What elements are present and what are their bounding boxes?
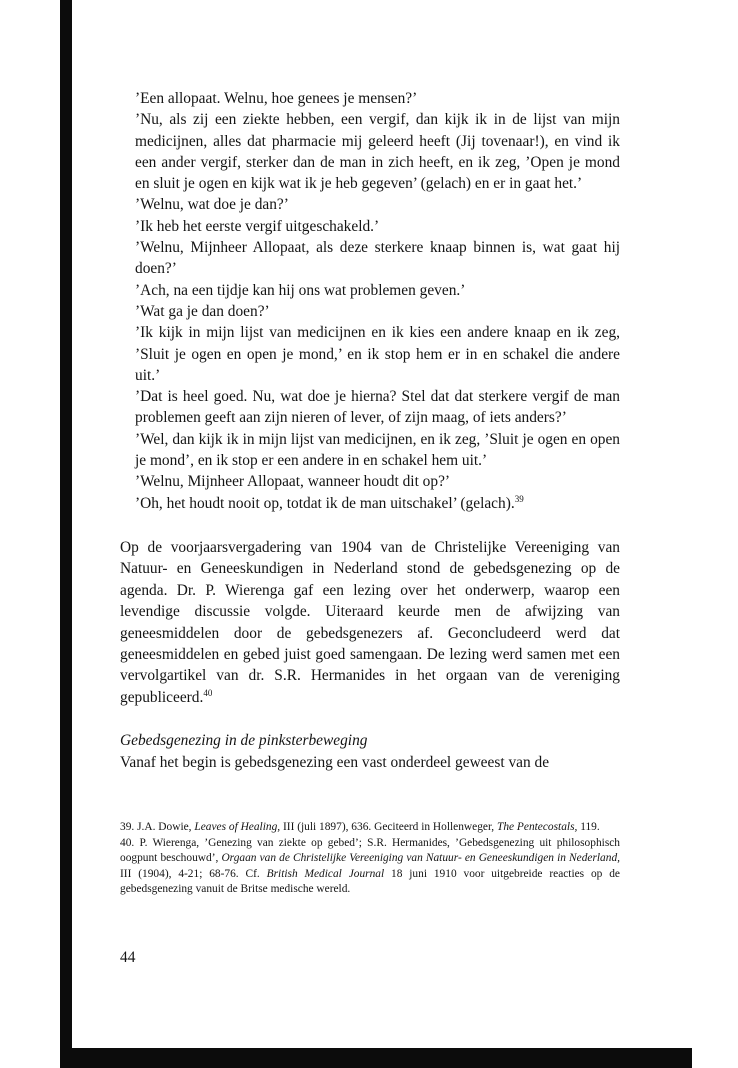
dialogue-line: ’Ik kijk in mijn lijst van medicijnen en ik kies een andere knaap en ik zeg, ’Sluit je ogen en open je mond,’ en ik stop hem er in en schakel die andere uit.’ xyxy=(135,324,620,384)
footnote-title: Orgaan van de Christelijke Vereeniging van Natuur- en Geneeskundigen in Nederland, xyxy=(221,852,620,865)
dialogue-line: ’Welnu, Mijnheer Allopaat, wanneer houdt dit op?’ xyxy=(135,473,451,491)
footnote-detail: III (1904), 4-21; 68-76. Cf. xyxy=(120,867,260,880)
dialogue-line-last xyxy=(135,493,620,514)
footnote-40 xyxy=(120,836,620,898)
body-paragraph xyxy=(120,537,620,708)
footnotes xyxy=(120,820,620,898)
page-number: 44 xyxy=(120,949,136,966)
dialogue-block xyxy=(135,88,620,514)
dialogue-line: ’Ik heb het eerste vergif uitgeschakeld.’ xyxy=(135,217,380,235)
section-pinksterbeweging xyxy=(120,730,620,773)
body-paragraph-text xyxy=(120,537,620,708)
dialogue-line: ’Wel, dan kijk ik in mijn lijst van medicijnen, en ik zeg, ’Sluit je ogen en open je mond’, en ik stop er een andere in en schakel hem uit.’ xyxy=(135,430,620,470)
footnote-detail: P. Wierenga, ’Genezing van ziekte op gebed’; S.R. Hermanides, ’Gebedsgenezing uit philosophisch oogpunt beschouwd’, xyxy=(120,836,620,865)
footnote-detail: 119. xyxy=(580,821,600,833)
footnote-title: The Pentecostals, xyxy=(497,821,578,833)
dialogue-line: ’Welnu, wat doe je dan?’ xyxy=(135,196,289,214)
scan-border-left xyxy=(60,0,72,1068)
footnote-detail: III (juli 1897), 636. Geciteerd in Hollenweger, xyxy=(282,821,495,833)
footnote-number: 40. xyxy=(120,836,135,849)
section-text: Vanaf het begin is gebedsgenezing een vast onderdeel geweest van de xyxy=(120,753,550,771)
dialogue-line: ’Ach, na een tijdje kan hij ons wat problemen geven.’ xyxy=(135,281,466,299)
footnote-40-text xyxy=(120,836,620,898)
dialogue-line-text: ’Oh, het houdt nooit op, totdat ik de man uitschakel’ (gelach). xyxy=(135,494,515,512)
footnote-39-text xyxy=(120,820,620,836)
section-heading: Gebedsgenezing in de pinksterbeweging xyxy=(120,732,368,750)
scan-border-bottom xyxy=(60,1048,692,1068)
footnote-number: 39. xyxy=(120,821,135,833)
dialogue-line: ’Nu, als zij een ziekte hebben, een vergif, dan kijk ik in de lijst van mijn medicijnen, alles dat pharmacie mij geleerd heeft (Jij tovenaar!), en vind ik een ander vergif, sterker dan de man in zich heeft, en ik zeg, ’Open je mond en sluit je ogen en kijk wat ik je heb gegeven’ (gelach) en er in gaat het.’ xyxy=(135,111,620,193)
dialogue-line: ’Wat ga je dan doen?’ xyxy=(135,302,270,320)
footnote-author: J.A. Dowie, xyxy=(137,821,192,833)
footnote-title: Leaves of Healing, xyxy=(194,821,281,833)
dialogue-line: ’Een allopaat. Welnu, hoe genees je mensen?’ xyxy=(135,90,418,107)
footnote-detail: 18 juni 1910 voor uitgebreide reacties op de gebedsgenezing vanuit de Britse medische wereld. xyxy=(120,867,620,896)
page-content xyxy=(120,88,620,898)
footnote-ref-40: 40 xyxy=(203,687,213,698)
dialogue-line: ’Dat is heel goed. Nu, wat doe je hierna? Stel dat dat sterkere vergif de man problemen geeft aan zijn nieren of lever, of zijn maag, of iets anders?’ xyxy=(135,388,620,427)
footnote-39 xyxy=(120,820,620,836)
body-paragraph-content: Op de voorjaarsvergadering van 1904 van de Christelijke Vereeniging van Natuur- en Geneeskundigen in Nederland stond de gebedsgenezing op de agenda. Dr. P. Wierenga gaf een lezing over het onderwerp, waarop een levendige discussie volgde. Uiteraard keurde men de afwijzing van geneesmiddelen door de gebedsgenezers af. Geconcludeerd werd dat geneesmiddelen en gebed juist goed samengaan. De lezing werd samen met een vervolgartikel van dr. S.R. Hermanides in het orgaan van de vereniging gepubliceerd. xyxy=(120,538,620,706)
footnote-ref-39: 39 xyxy=(514,493,524,504)
dialogue-line: ’Welnu, Mijnheer Allopaat, als deze sterkere knaap binnen is, wat gaat hij doen?’ xyxy=(135,239,620,278)
footnote-title: British Medical Journal xyxy=(266,867,385,880)
